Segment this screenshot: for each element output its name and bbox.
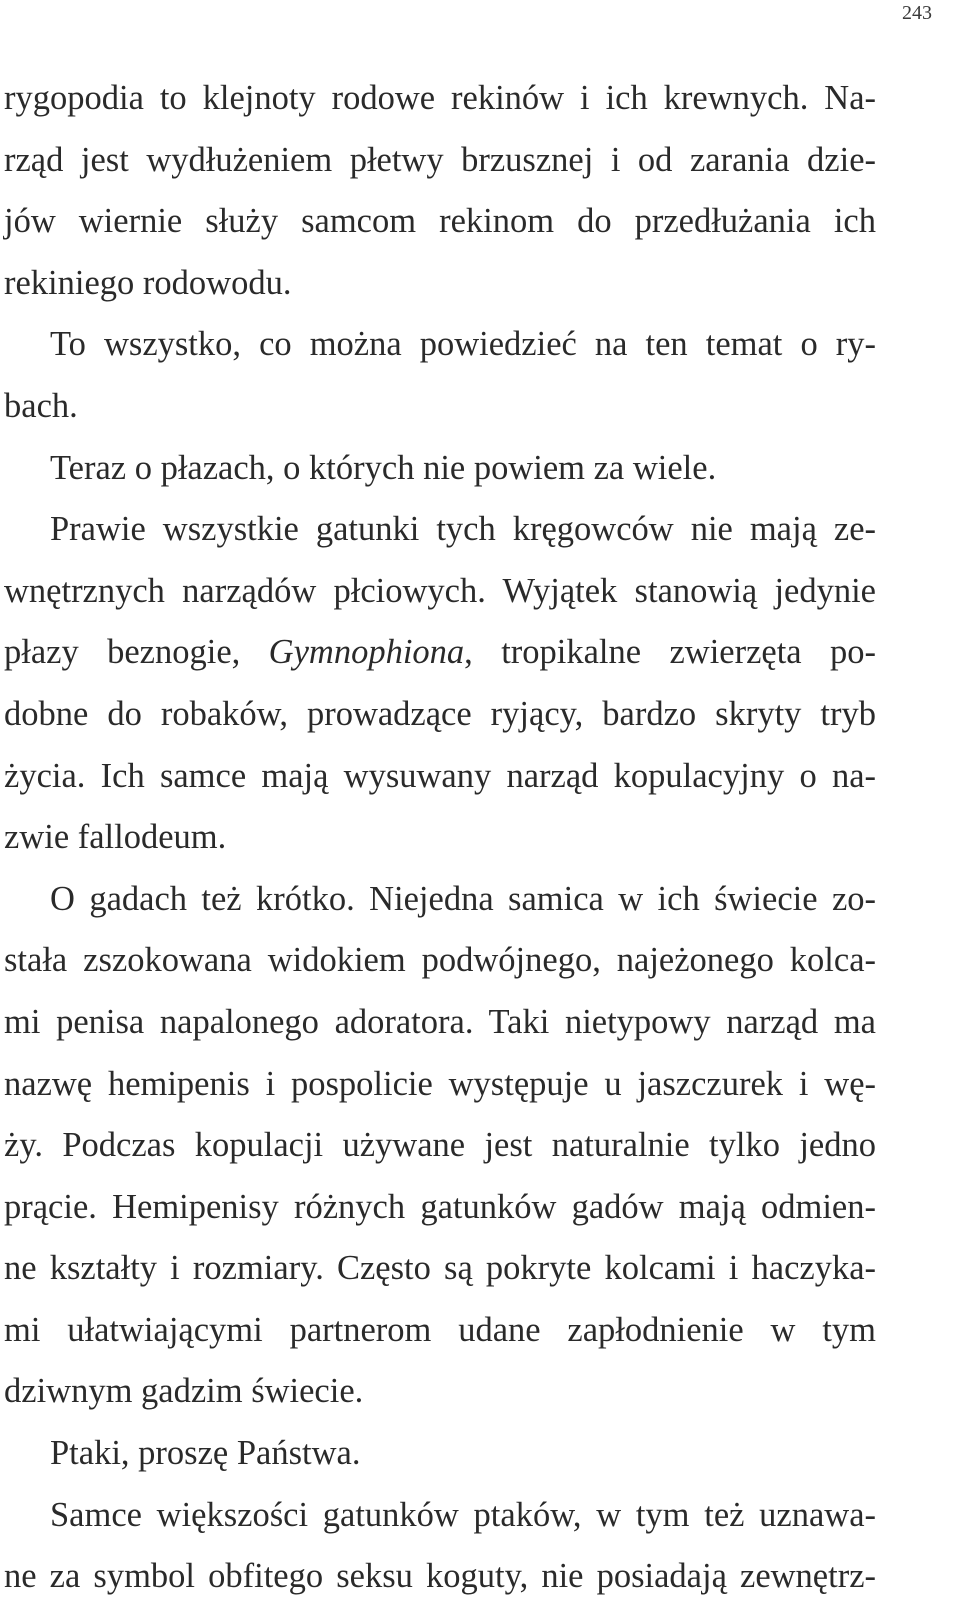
text-line: mi penisa napalonego adoratora. Taki nietypowy narząd ma (4, 1002, 876, 1041)
text-line: To wszystko, co można powiedzieć na ten temat o ry- (50, 325, 876, 364)
text-segment: , tropikalne zwierzęta po- (464, 633, 876, 672)
text-line: Prawie wszystkie gatunki tych kręgowców nie mają ze- (50, 510, 876, 549)
text-line (4, 622, 876, 684)
text-line: ży. Podczas kopulacji używane jest naturalnie tylko jedno (4, 1126, 876, 1165)
text-line: prącie. Hemipenisy różnych gatunków gadów mają odmien- (4, 1187, 876, 1226)
text-line: Samce większości gatunków ptaków, w tym też uznawa- (50, 1495, 876, 1534)
text-line: O gadach też krótko. Niejedna samica w ich świecie zo- (50, 879, 876, 918)
text-line: Teraz o płazach, o których nie powiem za wiele. (50, 448, 717, 487)
text-line: dobne do robaków, prowadzące ryjący, bardzo skryty tryb (4, 694, 876, 733)
text-line: stała zszokowana widokiem podwójnego, najeżonego kolca- (4, 941, 876, 980)
species-name: Gymnophiona (268, 633, 465, 672)
text-line: ne za symbol obfitego seksu koguty, nie posiadają zewnętrz- (4, 1557, 876, 1596)
text-column (4, 68, 876, 1608)
text-line: rygopodia to klejnoty rodowe rekinów i ich krewnych. Na- (4, 79, 876, 117)
text-line: nazwę hemipenis i pospolicie występuje u jaszczurek i wę- (4, 1064, 876, 1103)
text-line: dziwnym gadzim świecie. (4, 1372, 364, 1411)
text-line: bach. (4, 386, 78, 425)
text-line: rekiniego rodowodu. (4, 263, 292, 302)
text-line: wnętrznych narządów płciowych. Wyjątek stanowią jedynie (4, 571, 876, 610)
text-line: zwie fallodeum. (4, 818, 227, 857)
text-line: jów wiernie służy samcom rekinom do przedłużania ich (4, 202, 876, 241)
text-line: życia. Ich samce mają wysuwany narząd kopulacyjny o na- (4, 756, 876, 795)
text-line: mi ułatwiającymi partnerom udane zapłodnienie w tym (4, 1310, 876, 1349)
text-line: Ptaki, proszę Państwa. (50, 1434, 361, 1473)
text-segment: płazy beznogie, (4, 633, 269, 672)
text-line: rząd jest wydłużeniem płetwy brzusznej i od zarania dzie- (4, 140, 876, 179)
page-number: 243 (902, 2, 932, 24)
text-line: ne kształty i rozmiary. Często są pokryte kolcami i haczyka- (4, 1249, 876, 1288)
